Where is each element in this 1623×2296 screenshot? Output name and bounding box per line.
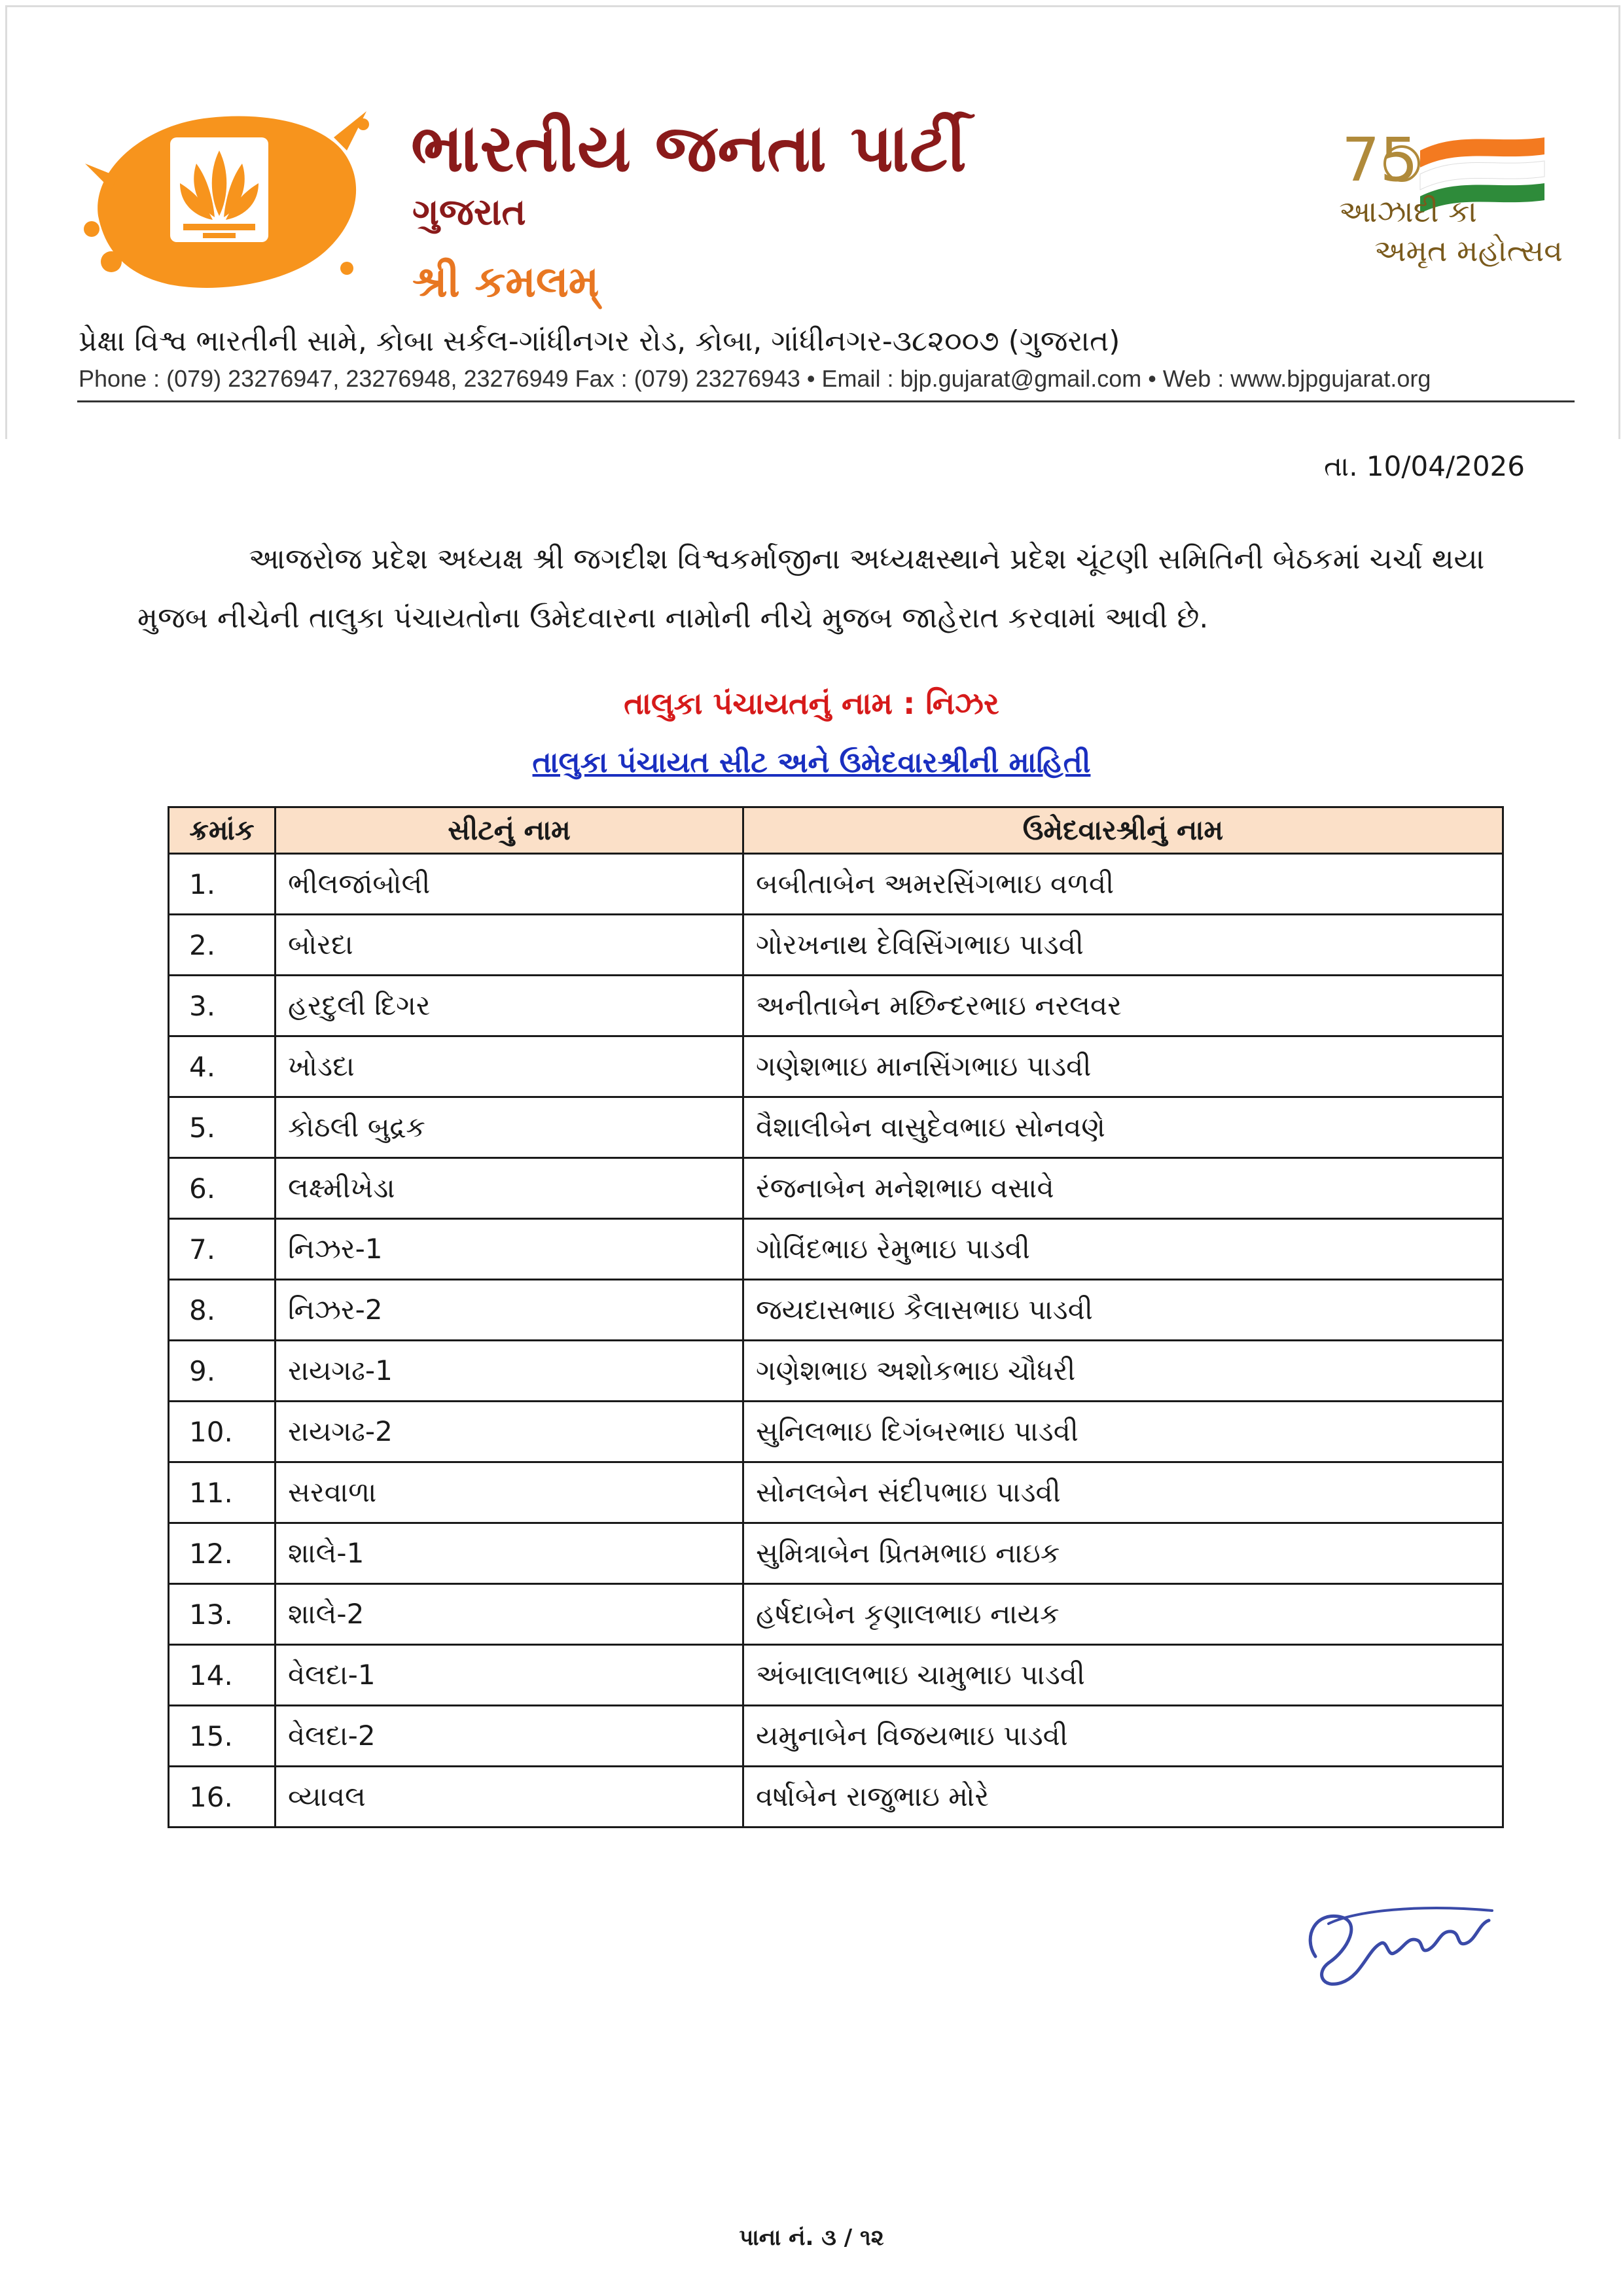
serial-cell: 8. — [169, 1280, 276, 1341]
candidate-name-cell: વૈશાલીબેન વાસુદેવભાઇ સોનવણે — [743, 1097, 1503, 1158]
serial-cell: 15. — [169, 1706, 276, 1767]
seat-name-cell: વ્યાવલ — [276, 1767, 743, 1828]
serial-cell: 2. — [169, 915, 276, 976]
serial-cell: 14. — [169, 1645, 276, 1706]
table-row — [169, 1462, 1503, 1523]
seat-name-cell: હરદુલી દિગર — [276, 976, 743, 1036]
serial-cell: 4. — [169, 1036, 276, 1097]
table-row — [169, 1341, 1503, 1402]
table-row — [169, 1097, 1503, 1158]
seat-name-cell: બોરદા — [276, 915, 743, 976]
contact-line: Phone : (079) 23276947, 23276948, 23276949 Fax : (079) 23276943 • Email : bjp.gujarat@gmail.com • Web : www.bjpgujarat.org — [79, 365, 1431, 392]
serial-cell: 1. — [169, 854, 276, 915]
candidate-name-cell: યમુનાબેન વિજયભાઇ પાડવી — [743, 1706, 1503, 1767]
office-name: શ્રી કમલમ્ — [412, 256, 599, 307]
candidate-name-cell: સોનલબેન સંદીપભાઇ પાડવી — [743, 1462, 1503, 1523]
bjp-lotus-logo — [72, 98, 380, 314]
table-row — [169, 1402, 1503, 1462]
serial-cell: 7. — [169, 1219, 276, 1280]
table-row — [169, 854, 1503, 915]
serial-cell: 10. — [169, 1402, 276, 1462]
candidate-name-cell: સુનિલભાઇ દિગંબરભાઇ પાડવી — [743, 1402, 1503, 1462]
candidate-name-cell: રંજનાબેન મનેશભાઇ વસાવે — [743, 1158, 1503, 1219]
table-row — [169, 1219, 1503, 1280]
table-row — [169, 915, 1503, 976]
serial-cell: 5. — [169, 1097, 276, 1158]
table-row — [169, 1767, 1503, 1828]
amrit-line-1: આઝાદી કા — [1339, 194, 1477, 229]
seat-name-cell: વેલદા-1 — [276, 1645, 743, 1706]
table-row — [169, 1523, 1503, 1584]
seat-name-cell: નિઝર-1 — [276, 1219, 743, 1280]
office-address: પ્રેક્ષા વિશ્વ ભારતીની સામે, કોબા સર્કલ-ગાંધીનગર રોડ, કોબા, ગાંધીનગર-૩૮૨૦૦૭ (ગુજરાત) — [79, 325, 1120, 358]
party-name: ભારતીય જનતા પાર્ટી — [411, 110, 967, 186]
amrit-line-2: અમૃત મહોત્સવ — [1374, 233, 1563, 268]
serial-cell: 12. — [169, 1523, 276, 1584]
table-row — [169, 976, 1503, 1036]
serial-cell: 11. — [169, 1462, 276, 1523]
seat-name-cell: ભીલજાંબોલી — [276, 854, 743, 915]
candidate-name-cell: ગણેશભાઇ માનસિંગભાઇ પાડવી — [743, 1036, 1503, 1097]
candidate-name-cell: બબીતાબેન અમરસિંગભાઇ વળવી — [743, 854, 1503, 915]
table-row — [169, 1280, 1503, 1341]
serial-cell: 16. — [169, 1767, 276, 1828]
candidate-name-cell: જયદાસભાઇ કૈલાસભાઇ પાડવી — [743, 1280, 1503, 1341]
seat-name-cell: કોઠલી બુદ્રક — [276, 1097, 743, 1158]
seat-name-cell: શાલે-2 — [276, 1584, 743, 1645]
amrit-number: 75 — [1342, 125, 1419, 195]
seat-name-cell: નિઝર-2 — [276, 1280, 743, 1341]
candidate-name-cell: ગોવિંદભાઇ રેમુભાઇ પાડવી — [743, 1219, 1503, 1280]
candidates-table — [168, 806, 1504, 1828]
serial-cell: 6. — [169, 1158, 276, 1219]
document-date: તા. 10/04/2026 — [1324, 450, 1525, 482]
header-candidate: ઉમેદવારશ્રીનું નામ — [743, 807, 1503, 854]
table-header-row — [169, 807, 1503, 854]
header-serial: ક્રમાંક — [169, 807, 276, 854]
state-name: ગુજરાત — [412, 191, 526, 234]
table-row — [169, 1645, 1503, 1706]
seat-name-cell: રાયગઢ-1 — [276, 1341, 743, 1402]
candidate-name-cell: સુમિત્રાબેન પ્રિતમભાઇ નાઇક — [743, 1523, 1503, 1584]
announcement-paragraph: આજરોજ પ્રદેશ અધ્યક્ષ શ્રી જગદીશ વિશ્વકર્માજીના અધ્યક્ષસ્થાને પ્રદેશ ચૂંટણી સમિતિની બેઠકમાં ચર્ચા થયા મુજબ નીચેની તાલુકા પંચાયતોના ઉમેદવારના નામોની નીચે મુજબ જાહેરાત કરવામાં આવી છે. — [137, 542, 1485, 635]
serial-cell: 9. — [169, 1341, 276, 1402]
table-row — [169, 1706, 1503, 1767]
seat-name-cell: ખોડદા — [276, 1036, 743, 1097]
seat-name-cell: લક્ષ્મીખેડા — [276, 1158, 743, 1219]
serial-cell: 3. — [169, 976, 276, 1036]
seat-name-cell: રાયગઢ-2 — [276, 1402, 743, 1462]
candidate-name-cell: વર્ષાબેન રાજુભાઇ મોરે — [743, 1767, 1503, 1828]
candidate-name-cell: અનીતાબેન મછિન્દરભાઇ નરલવર — [743, 976, 1503, 1036]
seat-name-cell: વેલદા-2 — [276, 1706, 743, 1767]
section-subtitle: તાલુકા પંચાયત સીટ અને ઉમેદવારશ્રીની માહિતી — [532, 746, 1091, 779]
section-title: તાલુકા પંચાયતનું નામ : નિઝર — [624, 686, 999, 721]
seat-name-cell: શાલે-1 — [276, 1523, 743, 1584]
candidate-name-cell: ગોરખનાથ દેવિસિંગભાઇ પાડવી — [743, 915, 1503, 976]
handwritten-signature — [1289, 1884, 1505, 2002]
table-row — [169, 1584, 1503, 1645]
table-row — [169, 1036, 1503, 1097]
candidate-name-cell: અંબાલાલભાઇ ચામુભાઇ પાડવી — [743, 1645, 1503, 1706]
table-row — [169, 1158, 1503, 1219]
seat-name-cell: સરવાળા — [276, 1462, 743, 1523]
header-seat: સીટનું નામ — [276, 807, 743, 854]
page-number: પાના નં. ૩ / ૧૨ — [739, 2225, 884, 2251]
header-divider — [77, 400, 1575, 402]
candidate-name-cell: હર્ષદાબેન કૃણાલભાઇ નાયક — [743, 1584, 1503, 1645]
candidate-name-cell: ગણેશભાઇ અશોકભાઇ ચૌધરી — [743, 1341, 1503, 1402]
serial-cell: 13. — [169, 1584, 276, 1645]
